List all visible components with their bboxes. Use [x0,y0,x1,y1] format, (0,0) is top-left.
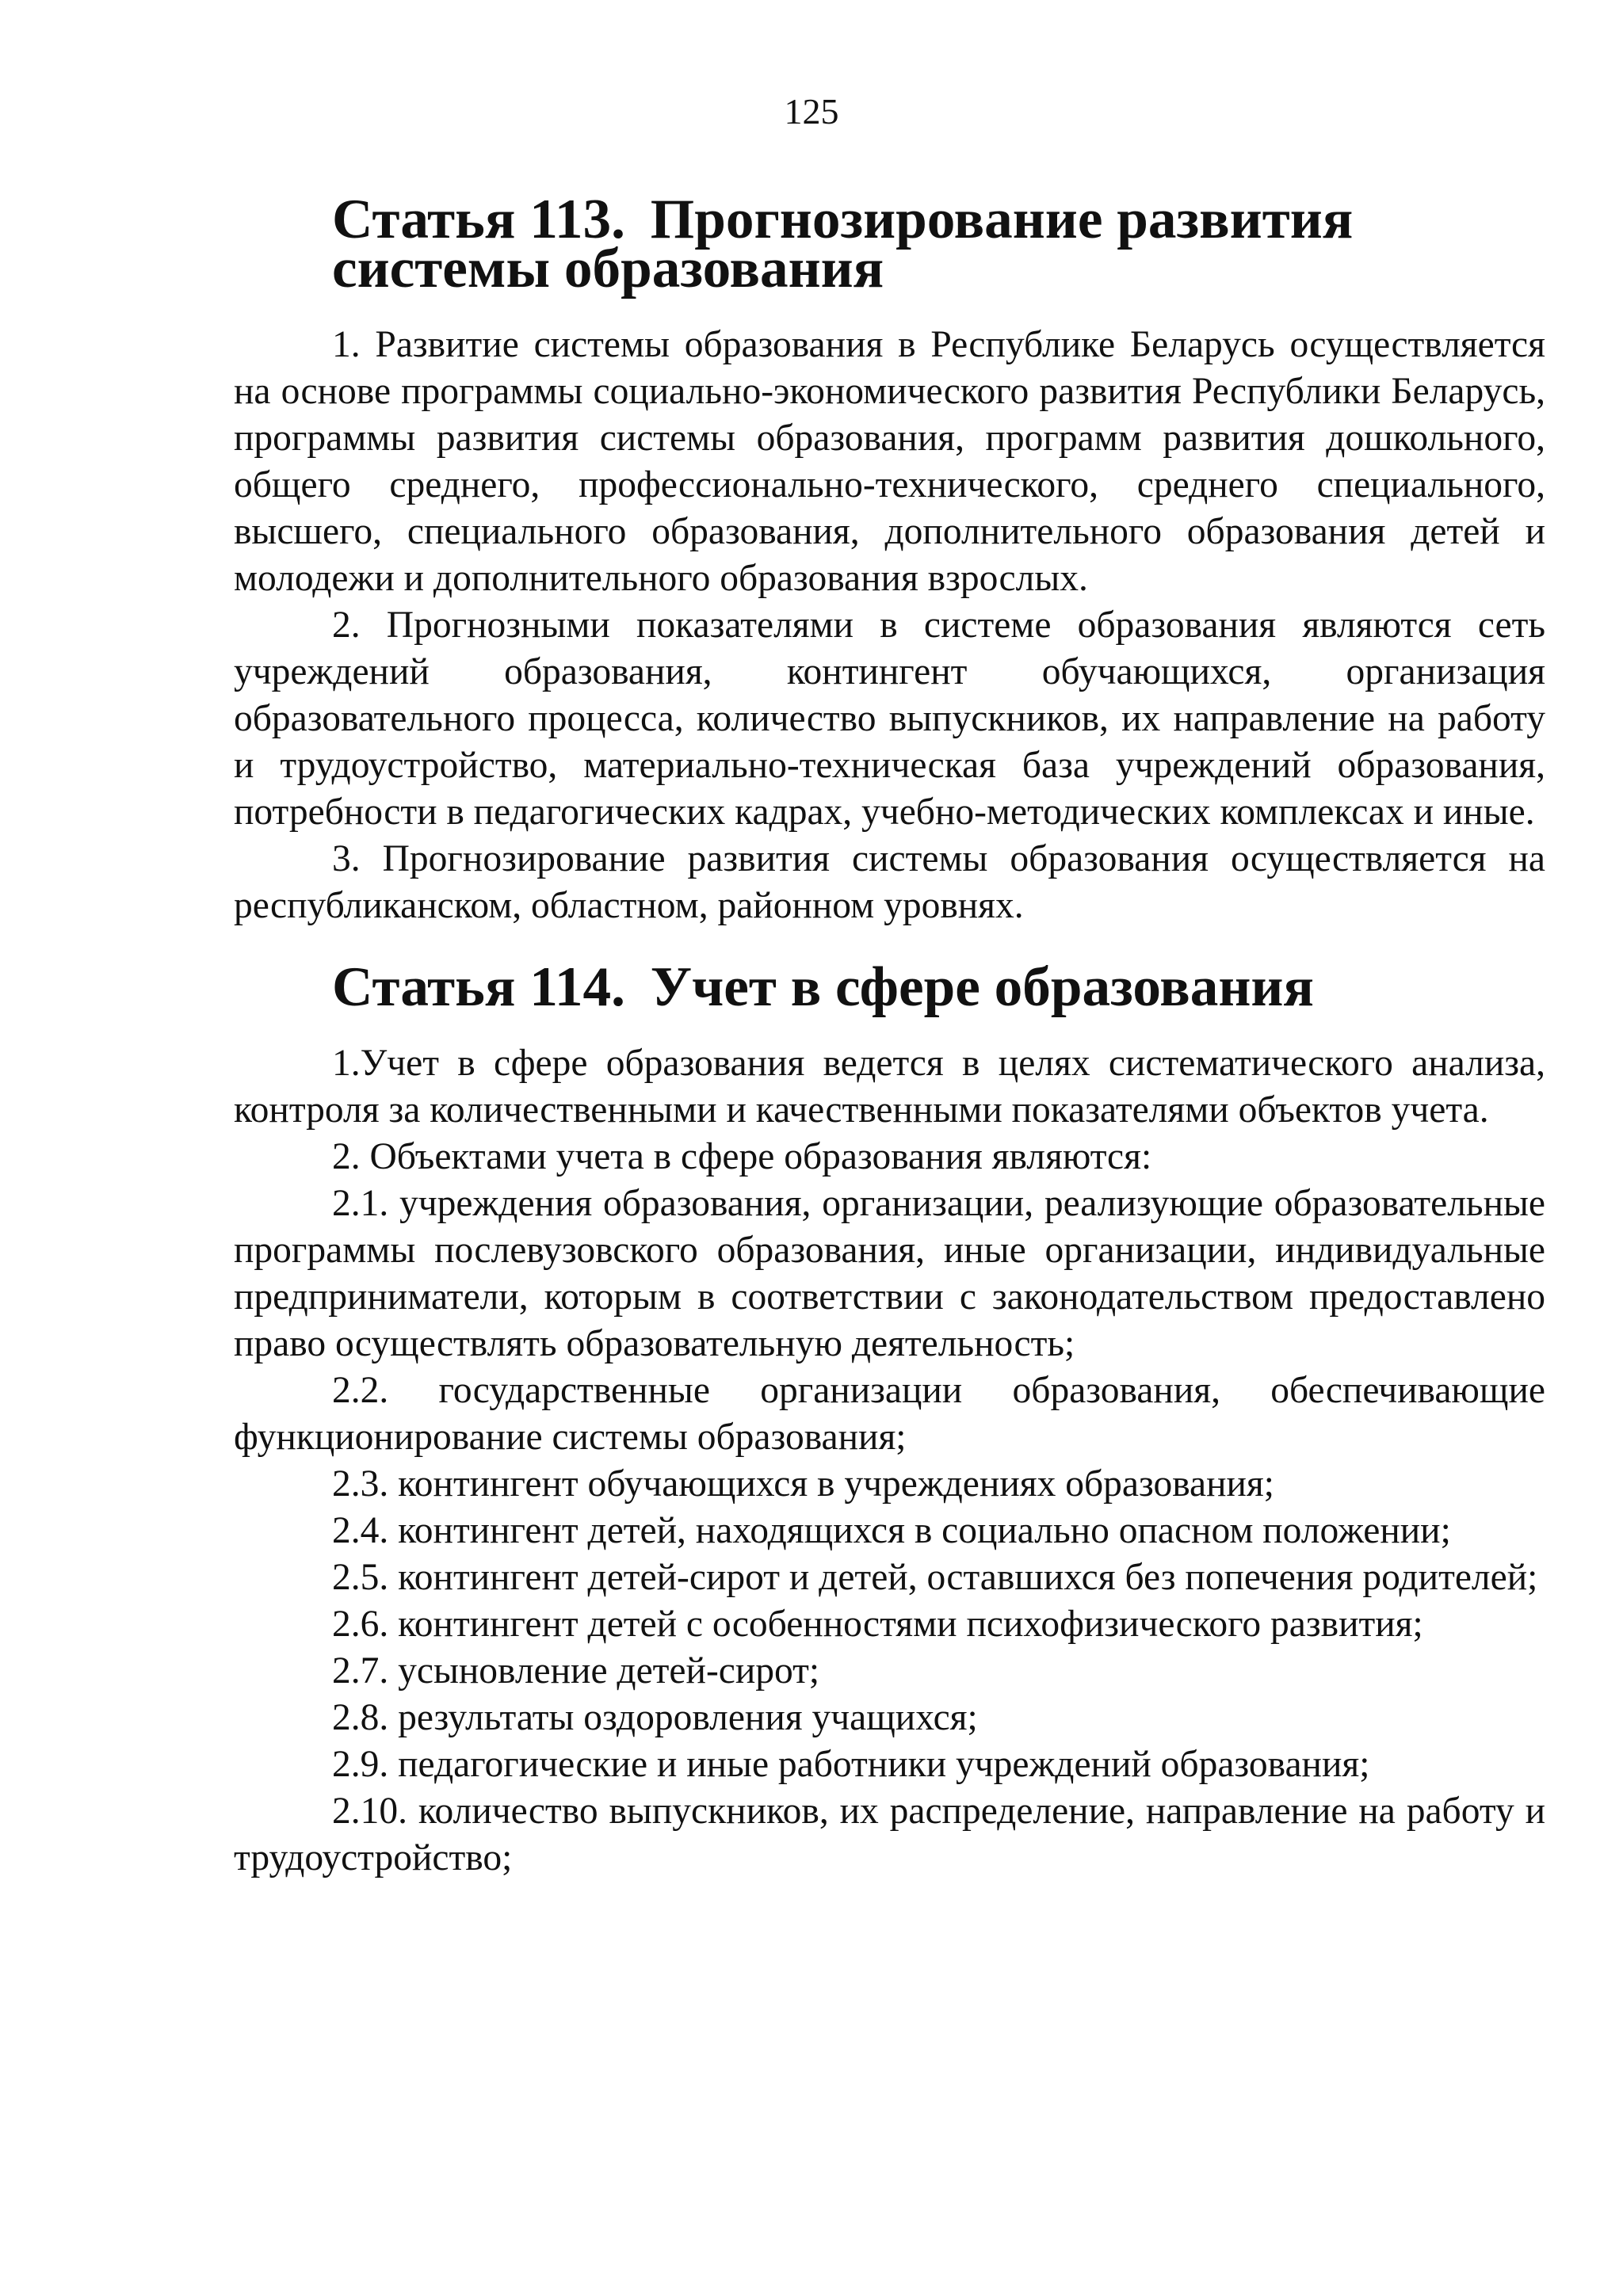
article-113 [234,189,1545,929]
article-114-title: Учет в сфере образования [650,956,1314,1018]
article-114-item-2-7: 2.7. усыновление детей-сирот; [332,1650,820,1691]
article-113-title: Прогнозирование развития системы образования [332,189,1354,299]
article-114-item-2-1: 2.1. учреждения образования, организации, реализующие образовательные программы послевузовского образования, иные организации, индивидуальные предприниматели, которым в соответствии с законодательством предоставлено право осуществлять образовательную деятельность; [234,1183,1545,1364]
article-114 [234,956,1545,1882]
article-114-paragraph-1: 1.Учет в сфере образования ведется в целях систематического анализа, контроля за количественными и качественными показателями объектов учета. [234,1043,1545,1131]
article-113-paragraph-2: 2. Прогнозными показателями в системе образования являются сеть учреждений образования, контингент обучающихся, организация образовательного процесса, количество выпускников, их направление на работу и трудоустройство, материально-техническая база учреждений образования, потребности в педагогических кадрах, учебно-методических комплексах и иные. [234,605,1545,833]
article-114-item-2-8: 2.8. результаты оздоровления учащихся; [332,1697,978,1738]
article-114-item-2-5: 2.5. контингент детей-сирот и детей, оставшихся без попечения родителей; [332,1557,1538,1598]
page-number: 125 [784,91,839,132]
article-113-number: Статья 113. [332,189,625,250]
article-114-item-2-6: 2.6. контингент детей с особенностями психофизического развития; [332,1604,1423,1645]
article-114-item-2-10: 2.10. количество выпускников, их распределение, направление на работу и трудоустройство; [234,1791,1545,1878]
article-114-number: Статья 114. [332,956,625,1018]
article-114-item-2-3: 2.3. контингент обучающихся в учреждениях образования; [332,1463,1274,1505]
article-113-heading [234,189,1545,299]
article-114-item-2-2: 2.2. государственные организации образования, обеспечивающие функционирование системы образования; [234,1370,1545,1458]
article-113-paragraph-1: 1. Развитие системы образования в Республике Беларусь осуществляется на основе программы социально-экономического развития Республики Беларусь, программы развития системы образования, программ развития дошкольного, общего среднего, профессионально-технического, среднего специального, высшего, специального образования, дополнительного образования детей и молодежи и дополнительного образования взрослых. [234,324,1545,599]
article-114-heading [234,956,1545,1018]
article-113-paragraph-3: 3. Прогнозирование развития системы образования осуществляется на республиканском, областном, районном уровнях. [234,838,1545,926]
article-114-paragraph-2: 2. Объектами учета в сфере образования являются: [332,1136,1152,1177]
article-114-item-2-9: 2.9. педагогические и иные работники учреждений образования; [332,1744,1370,1785]
article-114-item-2-4: 2.4. контингент детей, находящихся в социально опасном положении; [332,1510,1451,1551]
document-body [234,189,1545,1882]
